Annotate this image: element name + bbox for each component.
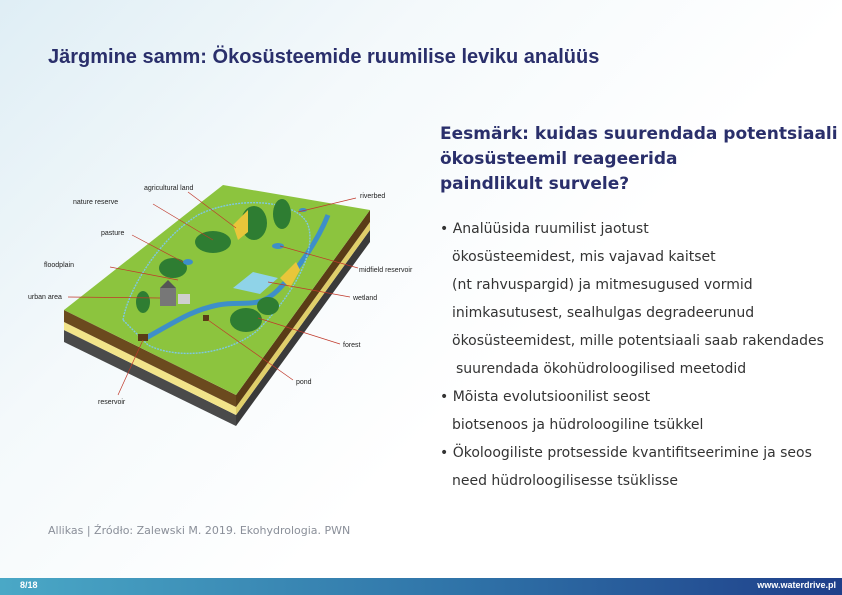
label-urban-area: urban area (28, 294, 62, 301)
label-reservoir: reservoir (98, 399, 126, 406)
urban-buildings (160, 288, 176, 306)
label-wetland: wetland (353, 295, 378, 302)
footer-bar (0, 578, 842, 595)
page-number: 8/18 (20, 580, 38, 590)
bullet-line: • Mõista evolutsioonilist seost (440, 389, 651, 405)
website-link[interactable]: www.waterdrive.pl (757, 580, 836, 590)
forest-patch (230, 308, 262, 332)
label-nature-reserve: nature reserve (73, 199, 119, 206)
label-pasture: pasture (101, 230, 125, 237)
bullet-line: ökosüsteemidest, mis vajavad kaitset (452, 249, 716, 265)
goal-line: Eesmärk: kuidas suurendada potentsiaali (440, 124, 838, 144)
bullet-line: • Analüüsida ruumilist jaotust (440, 221, 649, 237)
label-riverbed: riverbed (360, 193, 386, 200)
bullet-line: ökosüsteemidest, mille potentsiaali saab rakendades (452, 333, 824, 349)
goal-heading (440, 122, 838, 197)
label-midfield-reservoir: midfield reservoir (359, 267, 413, 274)
goal-line: ökosüsteemil reageerida (440, 149, 678, 169)
landscape-illustration (28, 170, 428, 430)
label-agricultural-land: agricultural land (144, 185, 194, 192)
nature-reserve-forest (195, 231, 231, 253)
label-pond: pond (296, 379, 312, 386)
page-title: Järgmine samm: Ökosüsteemide ruumilise leviku analüüs (48, 46, 600, 68)
bullet-list (440, 215, 838, 495)
bullet-line: (nt rahvuspargid) ja mitmesugused vormid (452, 277, 753, 293)
bullet-line: inimkasutusest, sealhulgas degradeerunud (452, 305, 755, 321)
bullet-line: suurendada ökohüdroloogilised meetodid (456, 361, 747, 377)
bullet-line: • Ökoloogiliste protsesside kvantifitseerimine ja seos (440, 445, 812, 461)
bullet-line: need hüdroloogilisesse tsüklisse (452, 473, 678, 489)
landscape-diagram (28, 170, 428, 430)
label-floodplain: floodplain (44, 262, 74, 269)
label-forest: forest (343, 342, 361, 349)
bullet-line: biotsenoos ja hüdroloogiline tsükkel (452, 417, 704, 433)
goal-line: paindlikult survele? (440, 174, 630, 194)
source-citation: Allikas | Źródło: Zalewski M. 2019. Ekohydrologia. PWN (48, 524, 351, 537)
